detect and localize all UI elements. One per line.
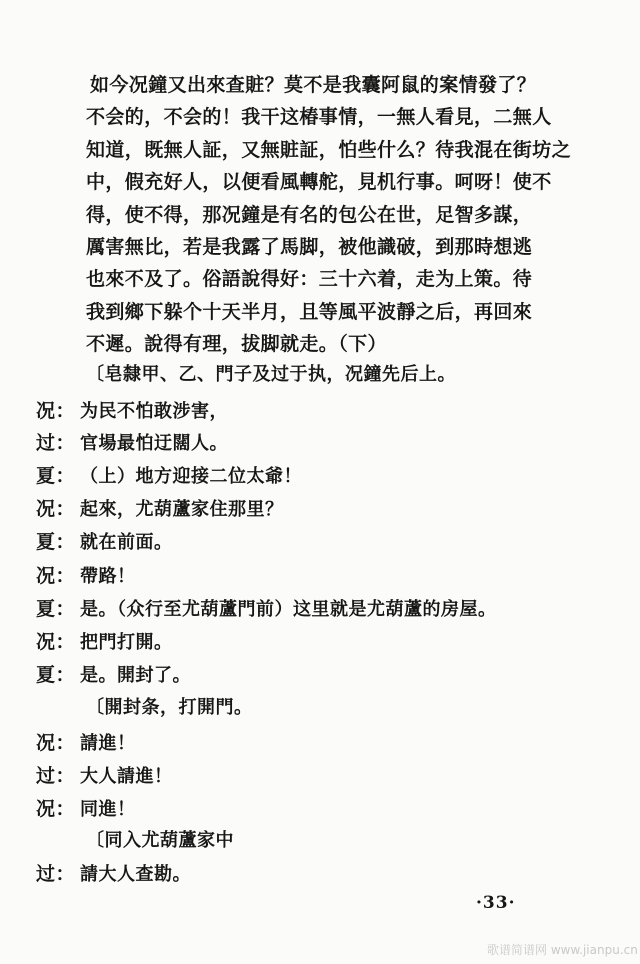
page-number: ·33· — [476, 893, 516, 913]
dialogue-line — [36, 461, 302, 488]
monologue-line: 不遲。說得有理，拔脚就走。（下） — [86, 333, 387, 356]
dialogue-line — [36, 859, 191, 886]
dialogue-text: （上）地方迎接二位太爺！ — [80, 466, 302, 487]
speaker-label: 夏： — [36, 598, 76, 620]
speaker-label: 况： — [36, 498, 76, 520]
speaker-label: 况： — [36, 565, 76, 587]
dialogue-line — [36, 627, 173, 654]
dialogue-text: 帶路！ — [80, 566, 136, 587]
dialogue-text: 把門打開。 — [80, 632, 173, 653]
monologue-line: 我到鄉下躲个十天半月，且等風平波靜之后，再回來 — [86, 300, 533, 323]
site-watermark: 歌谱简谱网 www.jianpu.cn — [487, 943, 638, 957]
dialogue-line — [36, 494, 284, 521]
dialogue-text: 官場最怕迂闊人。 — [80, 433, 228, 454]
monologue-line: 中，假充好人，以便看風轉舵，見机行事。呵呀！使不 — [86, 171, 552, 194]
dialogue-text: 請大人查勘。 — [80, 864, 191, 885]
monologue-line: 厲害無比，若是我露了馬脚，被他識破，到那時想逃 — [86, 235, 533, 258]
dialogue-text: 就在前面。 — [80, 532, 173, 553]
dialogue-line — [36, 794, 136, 821]
dialogue-line — [36, 561, 136, 588]
dialogue-line — [36, 660, 191, 687]
stage-direction: 〔同入尤葫蘆家中 — [86, 830, 234, 851]
monologue-line: 如今况鐘又出來查賍？莫不是我囊阿鼠的案情發了？ — [90, 74, 537, 96]
speaker-label: 况： — [36, 631, 76, 653]
monologue-line: 知道，既無人証，又無賍証，怕些什么？待我混在街坊之 — [86, 138, 572, 161]
stage-direction: 〔開封条，打開門。 — [86, 697, 253, 718]
speaker-label: 况： — [36, 732, 76, 754]
speaker-label: 夏： — [36, 531, 76, 553]
speaker-label: 况： — [36, 798, 76, 820]
dialogue-text: 請進！ — [80, 733, 136, 754]
speaker-label: 过： — [36, 432, 76, 454]
monologue-line: 得，使不得，那况鐘是有名的包公在世，足智多謀， — [86, 203, 533, 226]
dialogue-text: 同進！ — [80, 799, 136, 820]
monologue-block — [86, 69, 608, 361]
dialogue-line — [36, 728, 136, 755]
speaker-label: 夏： — [36, 664, 76, 686]
dialogue-line — [36, 594, 497, 621]
dialogue-text: 起來，尤葫蘆家住那里？ — [80, 499, 284, 520]
dialogue-line — [36, 761, 173, 788]
monologue-line: 也來不及了。俗語說得好：三十六着，走为上策。待 — [86, 268, 533, 291]
speaker-label: 过： — [36, 765, 76, 787]
stage-direction: 〔皂隸甲、乙、門子及过于执，况鐘先后上。 — [86, 364, 456, 385]
dialogue-text: 是。開封了。 — [80, 665, 191, 686]
speaker-label: 夏： — [36, 465, 76, 487]
dialogue-text: 大人請進！ — [80, 766, 173, 787]
speaker-label: 过： — [36, 863, 76, 885]
dialogue-text: 为民不怕敢涉害， — [80, 401, 228, 422]
monologue-line: 不会的，不会的！我干这椿事情，一無人看見，二無人 — [86, 106, 552, 129]
dialogue-text: 是。（众行至尤葫蘆門前）这里就是尤葫蘆的房屋。 — [80, 599, 497, 620]
dialogue-line — [36, 396, 228, 423]
dialogue-line — [36, 428, 228, 455]
speaker-label: 况： — [36, 400, 76, 422]
dialogue-line — [36, 527, 173, 554]
